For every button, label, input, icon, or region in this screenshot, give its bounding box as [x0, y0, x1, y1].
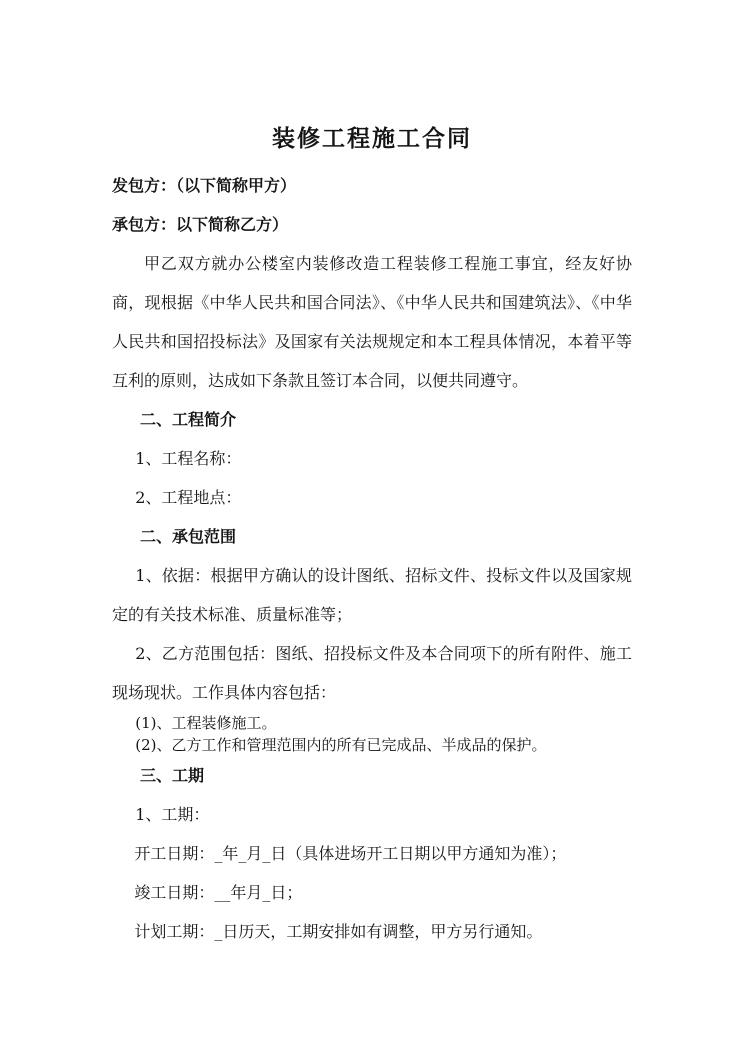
period-label-line: 1、工期：: [135, 805, 210, 824]
scope-basis-paragraph: 1、依据：根据甲方确认的设计图纸、招标文件、投标文件以及国家规定的有关技术标准、质量标准等；: [112, 566, 632, 624]
project-location-line: 2、工程地点：: [135, 488, 242, 507]
scope-subitem-1: (1)、工程装修施工。: [135, 714, 277, 732]
party-a-line: 发包方：（以下简称甲方）: [112, 176, 297, 195]
scope-content-paragraph: 2、乙方范围包括：图纸、招投标文件及本合同项下的所有附件、施工现场现状。工作具体内容包括：: [112, 644, 632, 702]
section-heading-construction-period: 三、工期: [140, 766, 205, 785]
section-heading-project-brief: 二、工程简介: [140, 410, 237, 429]
project-name-line: 1、工程名称：: [135, 449, 242, 468]
start-date-line: 开工日期：_年_月_日（具体进场开工日期以甲方通知为准）；: [134, 844, 567, 863]
document-title: 装修工程施工合同: [272, 125, 472, 152]
party-b-line: 承包方：以下简称乙方）: [112, 215, 289, 234]
intro-paragraph: 甲乙双方就办公楼室内装修改造工程装修工程施工事宜，经友好协商，现根据《中华人民共和国合同法》、《中华人民共和国建筑法》、《中华人民共和国招投标法》及国家有关法规规定和本工程具体情况，本着平等互利的原则，达成如下条款且签订本合同，以便共同遵守。: [112, 254, 632, 390]
scope-subitem-2: (2)、乙方工作和管理范围内的所有已完成品、半成品的保护。: [135, 736, 547, 754]
completion-date-line: 竣工日期：__年月_日；: [134, 883, 303, 902]
section-heading-contract-scope: 二、承包范围: [140, 527, 237, 546]
planned-duration-line: 计划工期：_日历天，工期安排如有调整，甲方另行通知。: [134, 922, 543, 941]
